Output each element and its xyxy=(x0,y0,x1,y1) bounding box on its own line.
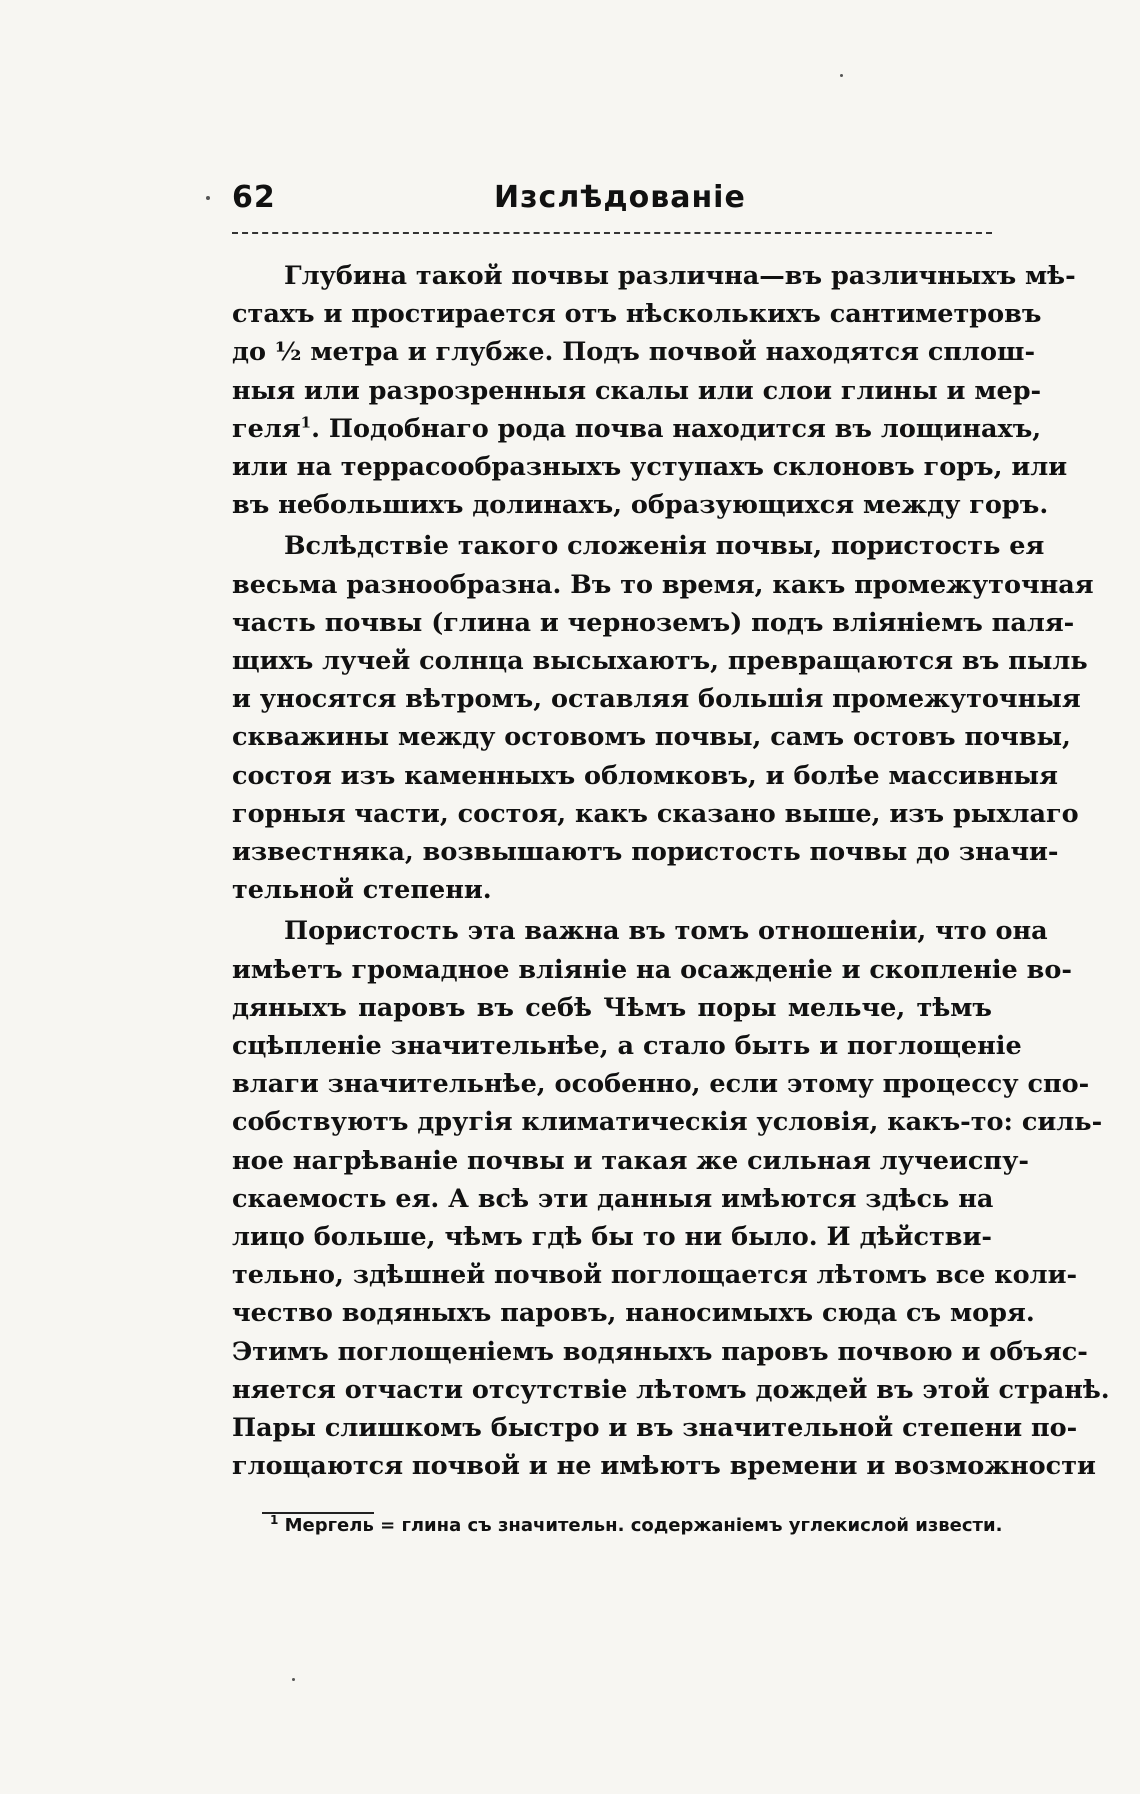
text-line: сцѣпленіе значительнѣе, а стало быть и поглощеніе xyxy=(232,1031,1022,1062)
text-line xyxy=(232,410,1042,448)
text-line: часть почвы (глина и черноземъ) подъ вліяніемъ паля- xyxy=(232,607,1075,638)
text-line: чество водяныхъ паровъ, наносимыхъ сюда съ моря. xyxy=(232,1298,1035,1329)
text-line: имѣетъ громадное вліяніе на осажденіе и скопленіе во- xyxy=(232,954,1072,985)
running-title: Изслѣдованіе xyxy=(494,180,746,215)
body-text xyxy=(232,257,1110,1486)
text-line: весьма разнообразна. Въ то время, какъ промежуточная xyxy=(232,569,1094,600)
text-line: стахъ и простирается отъ нѣсколькихъ сантиметровъ xyxy=(232,299,1042,330)
paragraph xyxy=(232,257,1076,524)
scan-speck xyxy=(292,1678,295,1681)
scan-speck xyxy=(206,196,210,200)
text-line: ное нагрѣваніе почвы и такая же сильная лучеиспу- xyxy=(232,1145,1029,1176)
text-line: въ небольшихъ долинахъ, образующихся между горъ. xyxy=(232,490,1049,521)
footnote-mark: 1 xyxy=(270,1513,279,1527)
text-line: до ½ метра и глубже. Подъ почвой находятся сплош- xyxy=(232,337,1036,368)
text-line: тельно, здѣшней почвой поглощается лѣтомъ все коли- xyxy=(232,1260,1078,1291)
paragraph xyxy=(232,912,1110,1485)
text-line: скаемость ея. А всѣ эти данныя имѣются здѣсь на xyxy=(232,1183,994,1214)
footnote-text: Мергель = глина съ значительн. содержаніемъ углекислой извести. xyxy=(284,1515,1003,1536)
text-line: глощаются почвой и не имѣютъ времени и возможности xyxy=(232,1451,1096,1482)
text-line: Пары слишкомъ быстро и въ значительной степени по- xyxy=(232,1413,1078,1444)
text-line: состоя изъ каменныхъ обломковъ, и болѣе массивныя xyxy=(232,760,1058,791)
page-header xyxy=(232,180,992,228)
text-line: тельной степени. xyxy=(232,875,492,906)
footnote xyxy=(270,1512,1003,1540)
text-line: или на террасообразныхъ уступахъ склоновъ горъ, или xyxy=(232,452,1068,483)
text-line: собствуютъ другія климатическія условія, какъ-то: силь- xyxy=(232,1107,1103,1138)
text-line: скважины между остовомъ почвы, самъ остовъ почвы, xyxy=(232,722,1071,753)
text-line: лицо больше, чѣмъ гдѣ бы то ни было. И дѣйстви- xyxy=(232,1222,992,1253)
page-number: 62 xyxy=(232,180,276,215)
text-line: известняка, возвышаютъ пористость почвы до значи- xyxy=(232,837,1059,868)
scan-speck xyxy=(840,74,843,77)
text-fragment: геля xyxy=(232,413,301,444)
text-line: дяныхъ паровъ въ себѣ Чѣмъ поры мельче, тѣмъ xyxy=(232,992,992,1023)
text-fragment: . Подобнаго рода почва находится въ лощинахъ, xyxy=(311,413,1042,444)
text-line: Вслѣдствіе такого сложенія почвы, пористость ея xyxy=(284,531,1045,562)
text-line: Глубина такой почвы различна—въ различныхъ мѣ- xyxy=(284,261,1076,291)
text-line: Пористость эта важна въ томъ отношеніи, что она xyxy=(284,916,1048,947)
footnote-reference: 1 xyxy=(300,413,312,432)
text-line: няется отчасти отсутствіе лѣтомъ дождей въ этой странѣ. xyxy=(232,1374,1110,1405)
text-line: влаги значительнѣе, особенно, если этому процессу спо- xyxy=(232,1069,1090,1100)
text-line: и уносятся вѣтромъ, оставляя большія промежуточныя xyxy=(232,684,1081,715)
text-line: Этимъ поглощеніемъ водяныхъ паровъ почвою и объяс- xyxy=(232,1336,1088,1367)
paragraph xyxy=(232,527,1094,909)
header-rule xyxy=(232,232,992,234)
text-line: щихъ лучей солнца высыхаютъ, превращаются въ пыль xyxy=(232,646,1088,677)
text-line: горныя части, состоя, какъ сказано выше, изъ рыхлаго xyxy=(232,798,1079,829)
text-line: ныя или разрозренныя скалы или слои глины и мер- xyxy=(232,375,1042,406)
